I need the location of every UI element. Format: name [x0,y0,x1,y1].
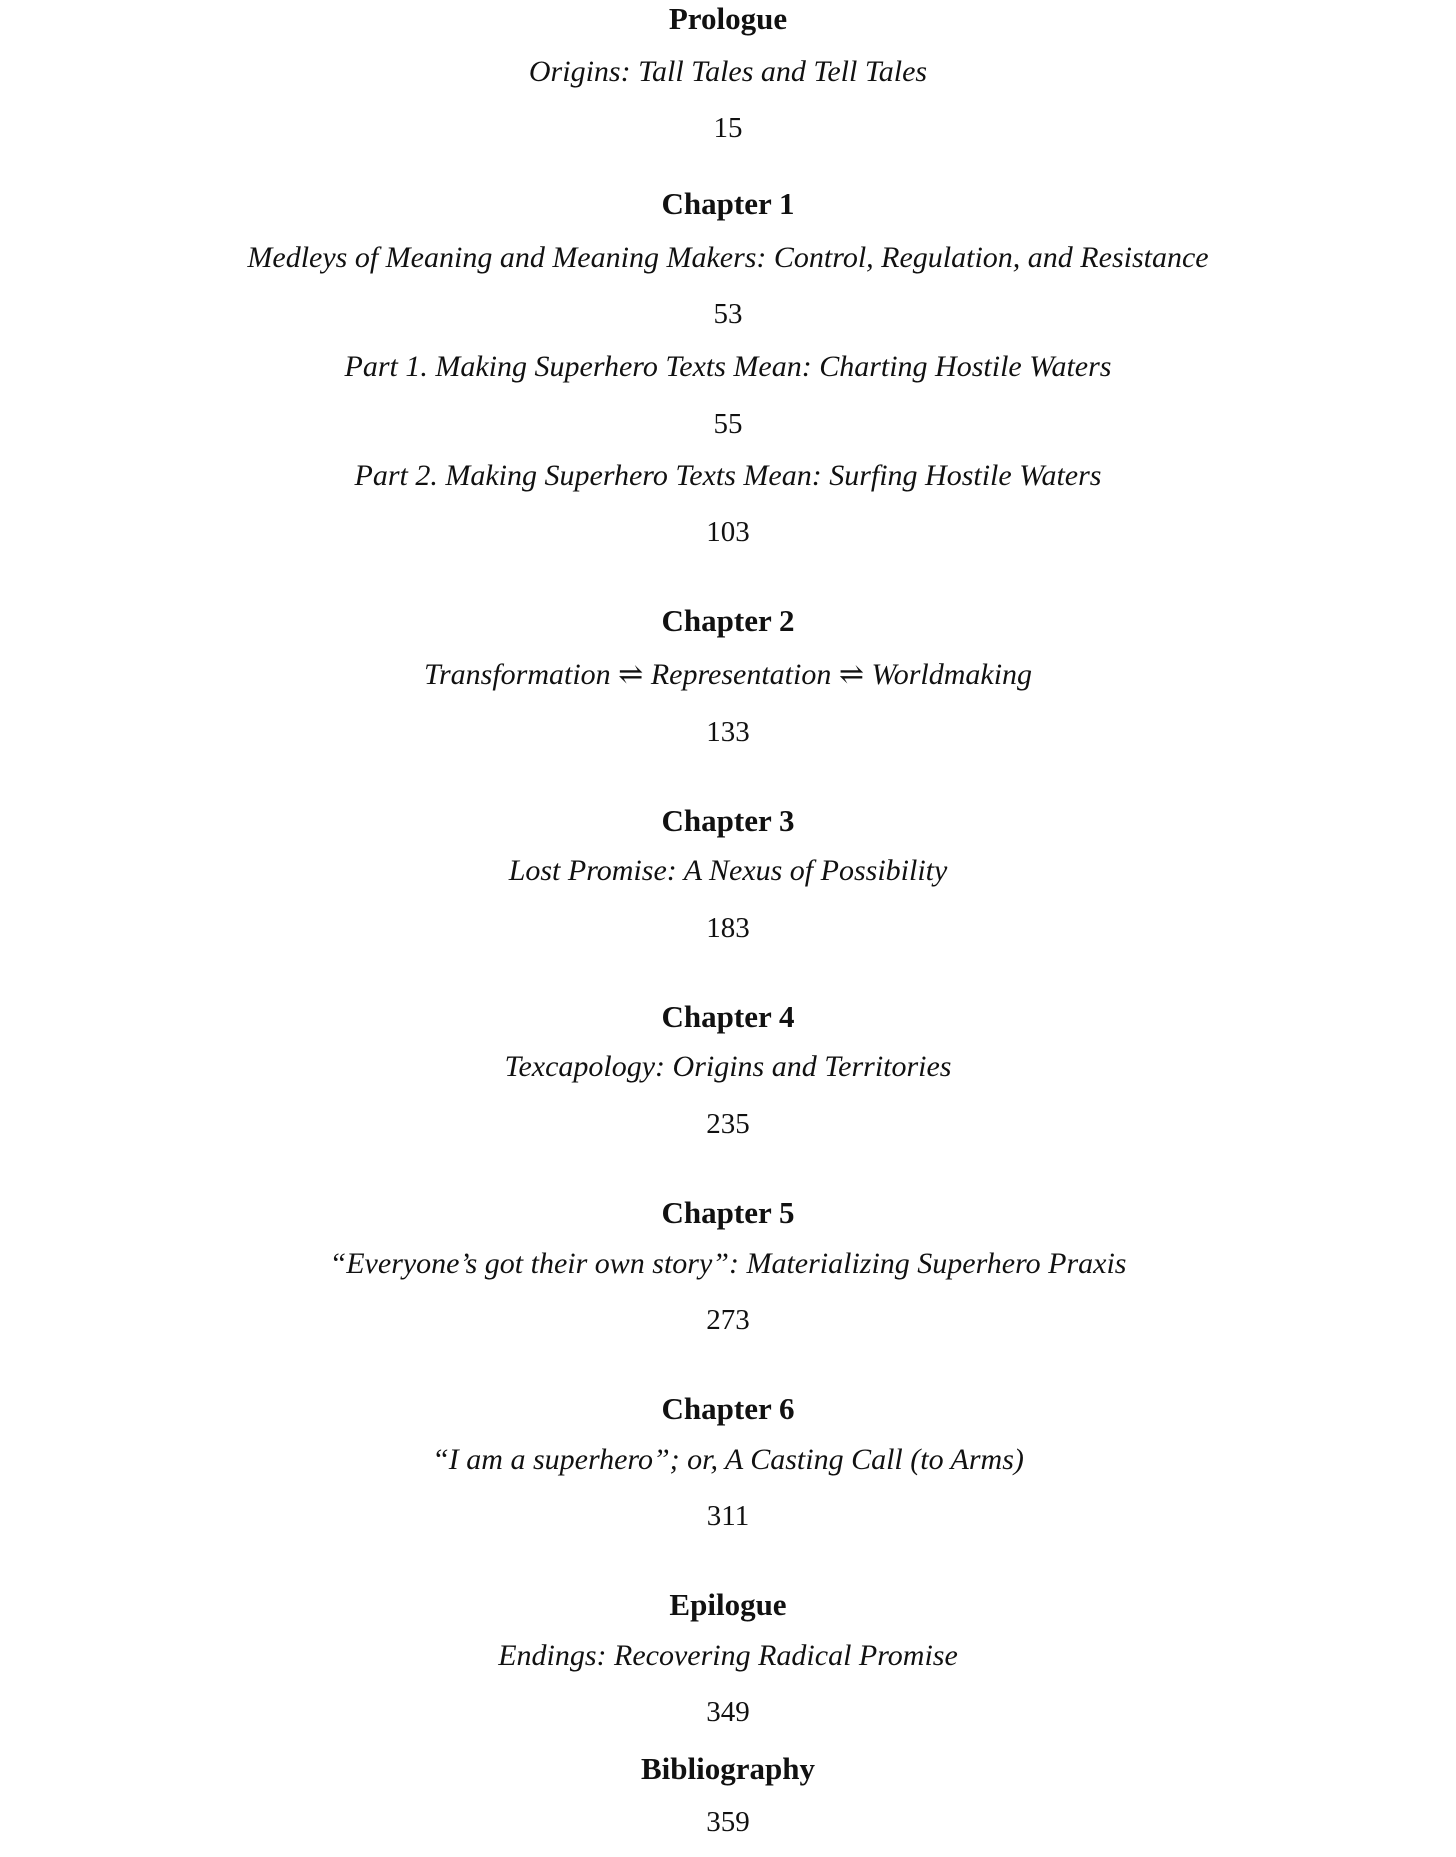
chapter-5-page-number: 273 [706,1304,750,1336]
epilogue-subtitle: Endings: Recovering Radical Promise [498,1639,958,1672]
chapter-1-part-1-page-number: 55 [713,408,743,440]
chapter-1-heading[interactable]: Chapter 1 [661,186,795,221]
prologue-heading[interactable]: Prologue [668,1,788,36]
chapter-3-heading[interactable]: Chapter 3 [661,803,795,838]
chapter-1-subtitle: Medleys of Meaning and Meaning Makers: Control, Regulation, and Resistance [247,241,1209,274]
prologue-page-number: 15 [713,112,743,144]
epilogue-page-number: 349 [706,1696,750,1728]
chapter-4-heading[interactable]: Chapter 4 [661,999,795,1034]
chapter-3-page-number: 183 [706,912,750,944]
chapter-6-page-number: 311 [706,1500,750,1532]
chapter-4-subtitle: Texcapology: Origins and Territories [504,1050,952,1083]
chapter-2-heading[interactable]: Chapter 2 [661,603,795,638]
chapter-5-subtitle: “Everyone’s got their own story”: Materializing Superhero Praxis [329,1247,1127,1280]
chapter-6-subtitle: “I am a superhero”; or, A Casting Call (to Arms) [432,1443,1024,1476]
chapter-1-part-2-title[interactable]: Part 2. Making Superhero Texts Mean: Surfing Hostile Waters [354,459,1102,492]
prologue-subtitle: Origins: Tall Tales and Tell Tales [528,55,928,88]
chapter-3-subtitle: Lost Promise: A Nexus of Possibility [508,854,948,887]
epilogue-heading[interactable]: Epilogue [669,1587,787,1622]
chapter-2-subtitle: Transformation ⇌ Representation ⇌ Worldmaking [423,658,1033,691]
chapter-5-heading[interactable]: Chapter 5 [661,1195,795,1230]
chapter-1-page-number: 53 [713,298,743,330]
bibliography-heading[interactable]: Bibliography [641,1751,815,1786]
chapter-2-page-number: 133 [706,716,750,748]
chapter-1-part-2-page-number: 103 [706,516,750,548]
bibliography-page-number: 359 [706,1806,750,1838]
chapter-6-heading[interactable]: Chapter 6 [661,1391,795,1426]
chapter-1-part-1-title[interactable]: Part 1. Making Superhero Texts Mean: Charting Hostile Waters [344,350,1112,383]
chapter-4-page-number: 235 [706,1108,750,1140]
